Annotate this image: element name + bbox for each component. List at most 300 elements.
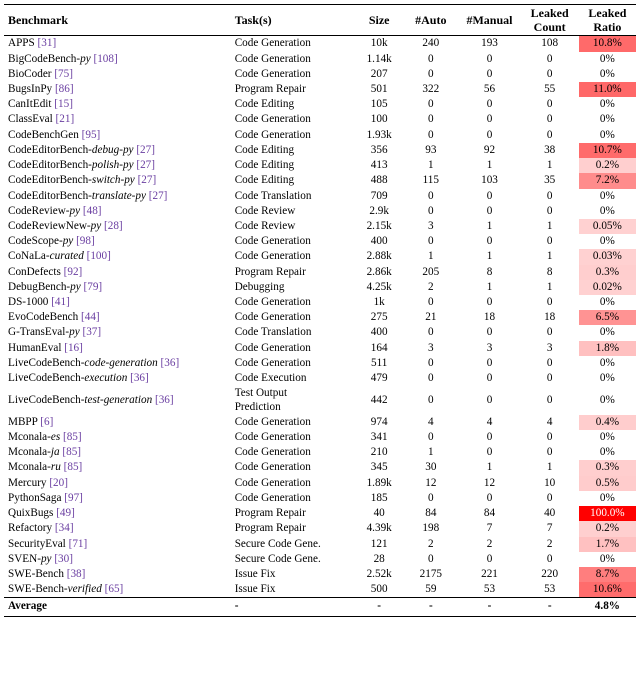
table-row <box>4 189 636 204</box>
auto-count-cell: 1 <box>428 159 434 172</box>
task-cell: Code Editing <box>234 174 295 187</box>
task-cell: Code Execution <box>234 372 307 385</box>
benchmark-name-cell <box>4 310 231 325</box>
leaked-ratio-cell <box>579 280 636 295</box>
citation-link[interactable]: [41] <box>51 296 70 309</box>
size-cell: 511 <box>370 356 388 369</box>
manual-count-cell: 0 <box>486 372 493 385</box>
table-row <box>4 521 636 536</box>
task-cell: Code Review <box>234 219 296 232</box>
leaked-count-cell: 7 <box>546 522 553 535</box>
size-cell: 488 <box>370 174 388 187</box>
citation-link[interactable]: [79] <box>83 280 103 293</box>
task-cell: Code Generation <box>234 476 311 489</box>
citation-link[interactable]: [108] <box>93 52 118 65</box>
auto-count-cell: 1 <box>428 250 434 263</box>
leaked-count-cell: 0 <box>546 67 553 80</box>
leaked-count-cell: 0 <box>546 431 553 443</box>
citation-link[interactable]: [31] <box>37 37 57 50</box>
leaked-ratio-cell <box>579 582 636 598</box>
manual-count-cell: 0 <box>486 128 493 141</box>
benchmark-name-cell <box>4 82 231 97</box>
size-cell: 10k <box>355 36 403 52</box>
benchmark-base-name: LiveCodeBench <box>8 356 81 369</box>
benchmark-name-cell <box>4 567 231 582</box>
leaked-ratio-value: 0% <box>599 296 615 309</box>
manual-count-cell: 0 <box>486 431 493 443</box>
leaked-count-cell: 0 <box>546 113 553 126</box>
benchmark-name-cell <box>4 67 231 82</box>
benchmark-name-cell <box>4 234 231 249</box>
size-cell: 210 <box>370 446 388 459</box>
size-cell: 709 <box>370 189 388 202</box>
leaked-ratio-value: 100.0% <box>590 507 625 520</box>
task-cell: Issue Fix <box>234 567 276 580</box>
benchmark-base-name: APPS <box>8 37 35 50</box>
leaked-ratio-value: 8.7% <box>595 567 620 580</box>
leaked-ratio-value: 1.7% <box>595 537 620 550</box>
citation-link[interactable]: [37] <box>82 326 102 339</box>
benchmark-variant-suffix: -execution <box>80 372 128 385</box>
benchmark-name-cell <box>4 204 231 219</box>
benchmark-base-name: EvoCodeBench <box>8 311 79 324</box>
benchmark-variant-suffix: -switch-py <box>88 174 135 187</box>
leaked-ratio-value: 0% <box>599 52 615 65</box>
benchmark-base-name: CodeEditorBench <box>8 143 89 156</box>
size-cell: 121 <box>370 537 388 550</box>
leaked-ratio-cell <box>579 143 636 158</box>
leaked-count-cell: 3 <box>546 341 553 354</box>
table-row <box>4 386 636 414</box>
task-cell: Code Generation <box>234 491 311 504</box>
average-ratio: 4.8% <box>579 598 636 616</box>
table-row <box>4 506 636 521</box>
citation-link[interactable]: [27] <box>137 174 157 187</box>
leaked-ratio-cell <box>579 249 636 264</box>
auto-count-cell: 0 <box>428 393 434 406</box>
task-cell: Program Repair <box>234 265 306 278</box>
leaked-ratio-cell <box>579 460 636 475</box>
task-cell: Secure Code Gene. <box>234 537 321 550</box>
auto-count-cell: 0 <box>428 356 434 369</box>
manual-count-cell: 103 <box>481 174 498 187</box>
leaked-ratio-value: 10.8% <box>592 37 622 50</box>
benchmark-name-cell <box>4 295 231 310</box>
task-cell: Code Generation <box>234 356 311 369</box>
auto-count-cell: 93 <box>425 143 437 156</box>
auto-count-cell: 205 <box>422 265 440 278</box>
benchmark-name-cell <box>4 219 231 234</box>
leaked-ratio-cell <box>579 52 636 67</box>
task-cell: Issue Fix <box>234 583 276 596</box>
task-cell <box>231 386 355 414</box>
leaked-ratio-cell <box>579 521 636 536</box>
benchmark-base-name: MBPP <box>8 415 38 428</box>
benchmark-variant-suffix: -py <box>65 204 81 217</box>
leaked-ratio-value: 6.5% <box>595 311 620 324</box>
leaked-count-cell: 10 <box>544 476 556 489</box>
leaked-ratio-cell <box>579 356 636 371</box>
leaked-count-cell: 0 <box>546 393 553 406</box>
leaked-ratio-value: 0% <box>599 446 615 459</box>
leaked-ratio-value: 0.2% <box>595 522 620 535</box>
benchmark-name-cell <box>4 173 231 188</box>
column-header-manual: #Manual <box>458 5 520 36</box>
size-cell: 442 <box>370 393 388 406</box>
auto-count-cell: 115 <box>422 174 439 187</box>
leaked-ratio-value: 0% <box>599 552 615 565</box>
task-cell: Code Editing <box>234 159 295 172</box>
leaked-count-cell: 0 <box>546 128 553 141</box>
manual-count-cell: 12 <box>483 476 496 489</box>
leaked-count-cell: 108 <box>521 36 579 52</box>
table-row <box>4 552 636 567</box>
table-row <box>4 371 636 386</box>
leaked-ratio-cell <box>579 189 636 204</box>
benchmark-name-cell <box>4 415 231 430</box>
citation-link[interactable]: [98] <box>76 235 95 248</box>
manual-count-cell: 0 <box>486 98 493 111</box>
citation-link[interactable]: [30] <box>54 552 73 565</box>
task-cell: Code Generation <box>234 311 311 324</box>
task-cell: Program Repair <box>234 507 306 520</box>
benchmark-base-name: Mconala <box>8 446 48 459</box>
auto-count-cell: 0 <box>428 67 434 80</box>
benchmark-base-name: BigCodeBench <box>8 52 77 65</box>
leaked-count-cell: 0 <box>546 204 553 217</box>
citation-link[interactable]: [27] <box>136 159 155 172</box>
table-row <box>4 97 636 112</box>
benchmark-variant-suffix: -py <box>86 219 102 232</box>
auto-count-cell: 3 <box>428 341 434 354</box>
size-cell: 400 <box>370 326 388 339</box>
benchmark-base-name: SWE-Bench <box>8 583 64 596</box>
benchmark-variant-suffix: -code-generation <box>80 356 158 369</box>
table-row <box>4 491 636 506</box>
citation-link[interactable]: [92] <box>63 265 83 278</box>
manual-count-cell: 0 <box>486 356 493 369</box>
task-cell: Code Generation <box>234 67 311 80</box>
column-header-benchmark: Benchmark <box>4 5 231 36</box>
leaked-ratio-value: 10.7% <box>592 143 622 156</box>
leaked-ratio-value: 0.02% <box>592 280 622 293</box>
auto-count-cell: 240 <box>403 36 458 52</box>
leaked-ratio-cell <box>579 386 636 414</box>
task-cell: Code Generation <box>234 296 311 309</box>
citation-link[interactable]: [28] <box>104 219 123 232</box>
leaked-count-cell: 1 <box>546 250 553 263</box>
benchmark-base-name: CodeEditorBench <box>8 159 89 172</box>
average-manual: - <box>458 598 520 616</box>
column-header-auto: #Auto <box>403 5 458 36</box>
column-header-tasks: Task(s) <box>231 5 355 36</box>
average-count: - <box>521 598 579 616</box>
leaked-ratio-cell <box>579 537 636 552</box>
task-cell: Code Generation <box>234 52 311 65</box>
task-cell: Code Translation <box>234 189 312 202</box>
average-task: - <box>231 598 355 616</box>
manual-count-cell: 0 <box>486 67 493 80</box>
benchmark-name-cell <box>4 341 231 356</box>
leaked-ratio-value: 0% <box>599 204 615 217</box>
benchmark-base-name: QuixBugs <box>8 507 54 520</box>
size-cell: 341 <box>370 431 388 443</box>
size-cell: 1.93k <box>366 128 392 141</box>
size-cell: 2.9k <box>369 204 389 217</box>
citation-link[interactable]: [38] <box>66 567 86 580</box>
leaked-count-cell: 4 <box>546 415 553 428</box>
table-row <box>4 173 636 188</box>
citation-link[interactable]: [15] <box>54 98 73 111</box>
leaked-ratio-value: 0.2% <box>595 159 620 172</box>
benchmark-base-name: BugsInPy <box>8 82 53 95</box>
citation-link[interactable]: [86] <box>54 82 74 95</box>
header-row <box>4 5 636 36</box>
size-cell: 28 <box>373 552 385 565</box>
leaked-ratio-value: 11.0% <box>593 82 622 95</box>
benchmark-variant-suffix: -py <box>76 52 91 65</box>
citation-link[interactable]: [97] <box>64 491 83 504</box>
auto-count-cell: 0 <box>428 235 434 248</box>
benchmark-name-cell <box>4 521 231 536</box>
task-cell: Code Generation <box>234 446 311 459</box>
benchmark-name-cell <box>4 143 231 158</box>
benchmark-base-name: LiveCodeBench <box>8 393 81 406</box>
leaked-ratio-value: 0% <box>599 491 615 504</box>
benchmark-base-name: ClassEval <box>8 113 53 126</box>
table-row <box>4 295 636 310</box>
benchmark-base-name: DebugBench <box>8 280 67 293</box>
leaked-ratio-value: 0% <box>599 189 615 202</box>
benchmark-base-name: SVEN <box>8 552 38 565</box>
leaked-count-line2: Count <box>533 20 566 35</box>
benchmark-name-cell <box>4 552 231 567</box>
benchmark-name-cell <box>4 325 231 340</box>
table-row <box>4 234 636 249</box>
task-cell: Code Generation <box>234 461 311 474</box>
table-row <box>4 476 636 491</box>
leaked-ratio-value: 7.2% <box>595 174 620 187</box>
benchmark-name-cell <box>4 249 231 264</box>
manual-count-cell: 0 <box>486 552 493 565</box>
size-cell: 207 <box>370 67 388 80</box>
task-cell: Code Generation <box>234 113 311 126</box>
task-cell: Program Repair <box>234 82 306 95</box>
benchmark-name-cell <box>4 112 231 127</box>
table-row <box>4 567 636 582</box>
benchmark-name-cell <box>4 356 231 371</box>
auto-count-cell: 0 <box>428 189 434 202</box>
manual-count-cell: 1 <box>486 219 493 232</box>
leaked-count-cell: 0 <box>546 98 553 111</box>
citation-link[interactable]: [75] <box>54 67 73 80</box>
manual-count-cell: 84 <box>483 507 496 520</box>
leaked-ratio-cell <box>579 415 636 430</box>
citation-link[interactable]: [65] <box>104 583 124 596</box>
auto-count-cell: 0 <box>428 296 434 309</box>
leaked-ratio-value: 0% <box>599 431 615 443</box>
leaked-ratio-cell <box>579 310 636 325</box>
citation-link[interactable]: [44] <box>81 311 100 324</box>
leaked-ratio-cell <box>579 128 636 143</box>
table-row <box>4 128 636 143</box>
leaked-count-cell: 8 <box>546 265 553 278</box>
task-cell: Code Generation <box>231 36 355 52</box>
leaked-ratio-value: 0% <box>599 356 615 369</box>
size-cell: 501 <box>370 82 388 95</box>
auto-count-cell: 0 <box>428 552 434 565</box>
task-cell: Secure Code Gene. <box>234 552 321 565</box>
citation-link[interactable]: [27] <box>136 143 155 156</box>
leaked-count-cell: 35 <box>544 174 556 187</box>
citation-link[interactable]: [95] <box>81 128 101 141</box>
citation-link[interactable]: [16] <box>64 341 83 354</box>
leaked-ratio-value: 10.6% <box>592 583 622 596</box>
benchmark-name-cell <box>4 52 231 67</box>
size-cell: 275 <box>370 311 388 324</box>
benchmark-base-name: SecurityEval <box>8 537 66 550</box>
citation-link[interactable]: [85] <box>62 446 82 459</box>
auto-count-cell: 0 <box>428 431 434 443</box>
auto-count-cell: 322 <box>422 82 440 95</box>
manual-count-cell: 0 <box>486 296 493 309</box>
benchmark-variant-suffix: -translate-py <box>88 189 146 202</box>
benchmark-name-cell <box>4 537 231 552</box>
citation-link[interactable]: [85] <box>63 461 83 474</box>
task-cell: Code Review <box>234 204 296 217</box>
benchmark-base-name: CanItEdit <box>8 98 52 111</box>
leaked-count-cell: 0 <box>546 356 553 369</box>
citation-link[interactable]: [34] <box>54 522 74 535</box>
citation-link[interactable]: [20] <box>49 476 68 489</box>
leaked-ratio-cell <box>579 204 636 219</box>
citation-link[interactable]: [48] <box>82 204 102 217</box>
citation-link[interactable]: [85] <box>62 431 82 443</box>
leaked-ratio-cell <box>579 67 636 82</box>
average-label: Average <box>4 598 231 616</box>
leaked-ratio-line1: Leaked <box>588 6 627 20</box>
benchmark-name-cell <box>4 128 231 143</box>
benchmark-leakage-table <box>4 4 636 617</box>
auto-count-cell: 0 <box>428 491 434 504</box>
manual-count-cell: 92 <box>483 143 496 156</box>
size-cell: 4.25k <box>366 280 392 293</box>
benchmark-base-name: Mconala <box>8 461 48 474</box>
benchmark-name-cell <box>4 582 231 598</box>
table-row <box>4 280 636 295</box>
auto-count-cell: 1 <box>428 446 434 459</box>
leaked-ratio-cell <box>579 371 636 386</box>
leaked-ratio-cell <box>579 36 636 52</box>
benchmark-variant-suffix: -py <box>37 552 52 565</box>
leaked-count-cell: 18 <box>544 311 556 324</box>
benchmark-base-name: CodeEditorBench <box>8 189 89 202</box>
column-header-size: Size <box>355 5 403 36</box>
citation-link[interactable]: [27] <box>148 189 168 202</box>
citation-link[interactable]: [100] <box>86 250 111 263</box>
auto-count-cell: 12 <box>425 476 437 489</box>
size-cell: 105 <box>370 98 388 111</box>
table-row <box>4 356 636 371</box>
leaked-ratio-cell <box>579 97 636 112</box>
citation-link[interactable]: [49] <box>56 507 75 520</box>
benchmark-variant-suffix: -debug-py <box>88 143 134 156</box>
size-cell: 1.14k <box>366 52 392 65</box>
manual-count-cell: 0 <box>486 52 493 65</box>
citation-link[interactable]: [21] <box>55 113 75 126</box>
table-row <box>4 415 636 430</box>
leaked-count-cell: 1 <box>546 159 553 172</box>
citation-link[interactable]: [36] <box>160 356 180 369</box>
size-cell: 164 <box>370 341 388 354</box>
benchmark-name-cell <box>4 265 231 280</box>
benchmark-variant-suffix: -verified <box>63 583 102 596</box>
leaked-ratio-value: 0% <box>599 113 615 126</box>
leaked-ratio-cell <box>579 219 636 234</box>
leaked-count-cell: 0 <box>546 491 553 504</box>
size-cell: 500 <box>370 583 388 596</box>
leaked-ratio-value: 0% <box>599 67 615 80</box>
size-cell: 479 <box>370 372 388 385</box>
citation-link[interactable]: [6] <box>40 415 54 428</box>
benchmark-name-cell <box>4 460 231 475</box>
benchmark-base-name: ConDefects <box>8 265 61 278</box>
table-row <box>4 158 636 173</box>
manual-count-cell: 193 <box>458 36 520 52</box>
benchmark-base-name: Mercury <box>8 476 47 489</box>
benchmark-name-cell <box>4 476 231 491</box>
table-row <box>4 460 636 475</box>
leaked-count-cell: 2 <box>546 537 553 550</box>
manual-count-cell: 3 <box>486 341 493 354</box>
size-cell: 1.89k <box>366 476 392 489</box>
task-cell: Code Translation <box>234 326 312 339</box>
average-size: - <box>355 598 403 616</box>
size-cell: 356 <box>370 143 388 156</box>
benchmark-name-cell <box>4 36 231 52</box>
leaked-ratio-value: 0.5% <box>595 476 620 489</box>
manual-count-cell: 0 <box>486 189 493 202</box>
citation-link[interactable]: [36] <box>154 393 174 406</box>
benchmark-base-name: Refactory <box>8 522 53 535</box>
size-cell: 2.88k <box>366 250 392 263</box>
size-cell: 974 <box>370 415 388 428</box>
benchmark-name-cell <box>4 158 231 173</box>
table-row <box>4 265 636 280</box>
size-cell: 2.15k <box>366 219 392 232</box>
task-cell: Code Generation <box>234 235 311 248</box>
table-row <box>4 219 636 234</box>
benchmark-base-name: DS-1000 <box>8 296 49 309</box>
average-row <box>4 598 636 616</box>
citation-link[interactable]: [36] <box>130 372 149 385</box>
leaked-ratio-cell <box>579 295 636 310</box>
benchmark-base-name: Mconala <box>8 431 48 443</box>
table-row <box>4 537 636 552</box>
average-auto: - <box>403 598 458 616</box>
benchmark-name-cell <box>4 445 231 460</box>
table-row <box>4 310 636 325</box>
leaked-ratio-value: 0.3% <box>595 461 620 474</box>
leaked-ratio-cell <box>579 341 636 356</box>
leaked-ratio-value: 0% <box>599 393 615 406</box>
manual-count-cell: 0 <box>486 235 493 248</box>
size-cell: 400 <box>370 235 388 248</box>
citation-link[interactable]: [71] <box>68 537 88 550</box>
manual-count-cell: 1 <box>486 250 493 263</box>
benchmark-name-cell <box>4 371 231 386</box>
leaked-count-cell: 40 <box>544 507 556 520</box>
